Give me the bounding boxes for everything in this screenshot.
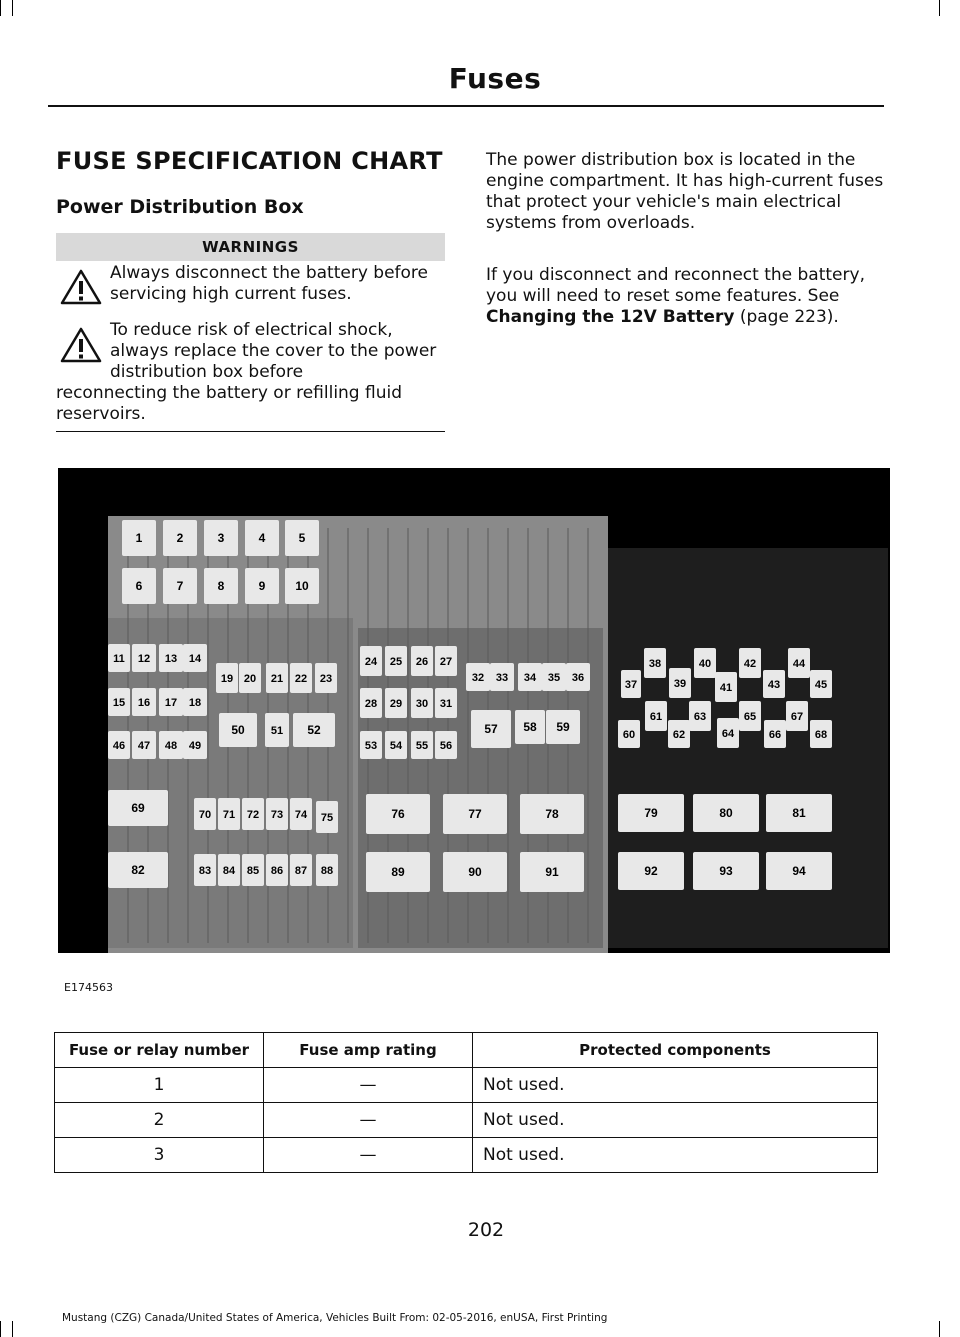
reset-paragraph bbox=[486, 265, 886, 328]
column-header: Fuse or relay number bbox=[55, 1033, 264, 1068]
fuse-number-label: 40 bbox=[698, 658, 712, 670]
fuse-slot bbox=[242, 854, 264, 886]
fuse-slot bbox=[385, 646, 407, 676]
fuse-number-label: 36 bbox=[571, 672, 585, 684]
fuse-slot bbox=[518, 663, 542, 691]
fuse-number-label: 69 bbox=[131, 801, 145, 815]
fuse-slot bbox=[360, 731, 382, 759]
warnings-bottom-rule bbox=[56, 431, 445, 432]
fuse-number-label: 28 bbox=[364, 698, 378, 710]
protected-components-cell: Not used. bbox=[473, 1068, 878, 1103]
fuse-number-label: 78 bbox=[545, 807, 559, 821]
fuse-slot bbox=[218, 854, 240, 886]
fuse-number-label: 24 bbox=[364, 656, 378, 668]
fuse-number-label: 46 bbox=[112, 740, 126, 752]
fuse-number-label: 56 bbox=[439, 740, 453, 752]
fuse-number-label: 66 bbox=[768, 729, 782, 741]
fuse-slot bbox=[108, 790, 168, 826]
fuse-number-label: 73 bbox=[270, 809, 284, 821]
warning-text-2-continued: reconnecting the battery or refilling fluid reservoirs. bbox=[56, 383, 403, 424]
fuse-number-label: 50 bbox=[231, 723, 245, 737]
fuse-number-label: 90 bbox=[468, 865, 482, 879]
warnings-heading: WARNINGS bbox=[56, 233, 445, 261]
fuse-slot bbox=[108, 852, 168, 888]
fuse-slot bbox=[108, 731, 130, 759]
amp-rating-cell: — bbox=[264, 1103, 473, 1138]
fuse-slot bbox=[159, 731, 183, 759]
fuse-number-label: 1 bbox=[135, 531, 143, 545]
fuse-slot bbox=[132, 731, 156, 759]
fuse-slot bbox=[810, 670, 832, 698]
fuse-number-label: 76 bbox=[391, 807, 405, 821]
fuse-slot bbox=[693, 794, 759, 832]
fuse-number-label: 23 bbox=[319, 673, 333, 685]
housing-top bbox=[58, 468, 890, 516]
fuse-slot bbox=[466, 663, 490, 691]
fuse-slot bbox=[316, 801, 338, 833]
fuse-number-label: 39 bbox=[673, 678, 687, 690]
fuse-slot bbox=[715, 672, 737, 702]
fuse-number-label: 6 bbox=[135, 579, 143, 593]
fuse-number-label: 7 bbox=[176, 579, 184, 593]
fuse-slot bbox=[766, 852, 832, 890]
fuse-number-label: 80 bbox=[719, 806, 733, 820]
fuse-slot bbox=[443, 794, 507, 834]
table-row bbox=[55, 1138, 878, 1173]
fuse-spec-table bbox=[54, 1032, 878, 1173]
fuse-number-cell: 2 bbox=[55, 1103, 264, 1138]
fuse-number-label: 84 bbox=[222, 865, 236, 877]
fuse-number-label: 13 bbox=[164, 653, 178, 665]
fuse-slot bbox=[546, 710, 580, 744]
fuse-slot bbox=[183, 731, 207, 759]
fuse-slot bbox=[242, 798, 264, 830]
fuse-slot bbox=[293, 713, 335, 747]
table-row bbox=[55, 1103, 878, 1138]
fuse-slot bbox=[315, 663, 337, 693]
fuse-number-label: 10 bbox=[295, 579, 309, 593]
fuse-number-label: 8 bbox=[217, 579, 225, 593]
fuse-slot bbox=[385, 731, 407, 759]
fuse-slot bbox=[618, 720, 640, 748]
fuse-number-label: 9 bbox=[258, 579, 266, 593]
image-code: E174563 bbox=[64, 981, 113, 994]
fuse-number-label: 68 bbox=[814, 729, 828, 741]
housing-edge bbox=[58, 516, 108, 953]
fuse-number-label: 51 bbox=[270, 725, 284, 737]
fuse-slot bbox=[360, 646, 382, 676]
fuse-number-label: 79 bbox=[644, 806, 658, 820]
fuse-number-label: 75 bbox=[320, 812, 334, 824]
fuse-number-label: 54 bbox=[389, 740, 403, 752]
crop-mark bbox=[12, 0, 13, 16]
fuse-slot bbox=[266, 798, 288, 830]
crop-mark bbox=[0, 1321, 1, 1337]
fuse-slot bbox=[689, 701, 711, 731]
fuse-slot bbox=[290, 663, 312, 693]
fuse-slot bbox=[694, 648, 716, 678]
fuse-slot bbox=[245, 568, 279, 604]
fuse-number-label: 72 bbox=[246, 809, 260, 821]
fuse-number-label: 21 bbox=[270, 673, 284, 685]
fuse-slot bbox=[266, 663, 288, 693]
fuse-number-label: 33 bbox=[495, 672, 509, 684]
fuse-slot bbox=[216, 663, 238, 693]
fuse-number-label: 26 bbox=[415, 656, 429, 668]
fuse-number-label: 94 bbox=[792, 864, 806, 878]
fuse-number-label: 4 bbox=[258, 531, 266, 545]
fuse-slot bbox=[316, 854, 338, 886]
amp-rating-cell: — bbox=[264, 1138, 473, 1173]
fuse-number-label: 35 bbox=[547, 672, 561, 684]
table-header-row bbox=[55, 1033, 878, 1068]
fuse-slot bbox=[163, 520, 197, 556]
fuse-number-label: 14 bbox=[188, 653, 202, 665]
fuse-slot bbox=[618, 794, 684, 832]
fuse-number-label: 37 bbox=[624, 679, 638, 691]
fuse-number-label: 19 bbox=[220, 673, 234, 685]
fuse-number-label: 47 bbox=[137, 740, 151, 752]
fuse-number-label: 86 bbox=[270, 865, 284, 877]
fuse-number-label: 93 bbox=[719, 864, 733, 878]
fuse-slot bbox=[108, 644, 130, 672]
fuse-number-label: 70 bbox=[198, 809, 212, 821]
fuse-slot bbox=[644, 648, 666, 678]
fuse-slot bbox=[159, 688, 183, 716]
fuse-number-label: 81 bbox=[792, 806, 806, 820]
page-header-title: Fuses bbox=[448, 62, 542, 95]
fuse-slot bbox=[621, 670, 641, 698]
fuse-number-label: 77 bbox=[468, 807, 482, 821]
fuse-number-label: 91 bbox=[545, 865, 559, 879]
crop-mark bbox=[939, 1321, 940, 1337]
fuse-slot bbox=[266, 854, 288, 886]
page-number: 202 bbox=[467, 1219, 505, 1241]
fuse-number-label: 74 bbox=[294, 809, 308, 821]
fuse-slot bbox=[566, 663, 590, 691]
fuse-number-label: 92 bbox=[644, 864, 658, 878]
fuse-number-label: 55 bbox=[415, 740, 429, 752]
fuse-number-label: 63 bbox=[693, 711, 707, 723]
fuse-slot bbox=[788, 648, 810, 678]
fuse-slot bbox=[122, 568, 156, 604]
fuse-slot bbox=[204, 568, 238, 604]
amp-rating-cell: — bbox=[264, 1068, 473, 1103]
fuse-number-label: 71 bbox=[222, 809, 236, 821]
fuse-slot bbox=[245, 520, 279, 556]
fuse-slot bbox=[194, 798, 216, 830]
fuse-slot bbox=[618, 852, 684, 890]
warning-text-2: To reduce risk of electrical shock, always replace the cover to the power distribution box before bbox=[110, 320, 437, 382]
fuse-slot bbox=[435, 731, 457, 759]
fuse-slot bbox=[739, 701, 761, 731]
fuse-number-label: 32 bbox=[471, 672, 485, 684]
fuse-number-label: 25 bbox=[389, 656, 403, 668]
fuse-slot bbox=[515, 710, 545, 744]
fuse-number-label: 2 bbox=[176, 531, 184, 545]
fuse-number-label: 30 bbox=[415, 698, 429, 710]
fuse-slot bbox=[159, 644, 183, 672]
fuse-slot bbox=[163, 568, 197, 604]
fuse-number-label: 52 bbox=[307, 723, 321, 737]
fuse-slot bbox=[471, 710, 511, 748]
fuse-number-label: 12 bbox=[137, 653, 151, 665]
fuse-number-label: 82 bbox=[131, 863, 145, 877]
fuse-slot bbox=[810, 720, 832, 748]
fuse-slot bbox=[490, 663, 514, 691]
fuse-slot bbox=[717, 718, 739, 748]
fuse-slot bbox=[366, 852, 430, 892]
fuse-number-label: 3 bbox=[217, 531, 225, 545]
fuse-slot bbox=[763, 670, 785, 698]
fuse-number-label: 65 bbox=[743, 711, 757, 723]
fuse-number-label: 44 bbox=[792, 658, 806, 670]
intro-paragraph: The power distribution box is located in the engine compartment. It has high-current fuses that protect your vehicle's main electrical systems from overloads. bbox=[486, 150, 884, 233]
warning-triangle-icon bbox=[60, 326, 102, 364]
fuse-number-label: 64 bbox=[721, 728, 735, 740]
fuse-slot bbox=[132, 688, 156, 716]
section-subtitle: Power Distribution Box bbox=[56, 196, 304, 218]
fuse-number-label: 53 bbox=[364, 740, 378, 752]
section-title: FUSE SPECIFICATION CHART bbox=[56, 147, 443, 175]
fuse-number-label: 89 bbox=[391, 865, 405, 879]
fuse-slot bbox=[285, 520, 319, 556]
fuse-slot bbox=[645, 701, 667, 731]
fuse-slot bbox=[218, 798, 240, 830]
fuse-slot bbox=[366, 794, 430, 834]
crop-mark bbox=[0, 0, 1, 16]
fuse-slot bbox=[435, 688, 457, 718]
reset-text: If you disconnect and reconnect the battery, you will need to reset some features. See bbox=[486, 265, 865, 306]
fuse-number-label: 62 bbox=[672, 729, 686, 741]
fuse-number-label: 43 bbox=[767, 679, 781, 691]
column-header: Fuse amp rating bbox=[264, 1033, 473, 1068]
fuse-number-label: 45 bbox=[814, 679, 828, 691]
fuse-number-label: 16 bbox=[137, 697, 151, 709]
crop-mark bbox=[12, 1321, 13, 1337]
fuse-slot bbox=[285, 568, 319, 604]
fuse-slot bbox=[411, 731, 433, 759]
header-rule bbox=[48, 105, 884, 107]
fuse-number-label: 61 bbox=[649, 711, 663, 723]
fuse-number-label: 11 bbox=[113, 653, 125, 665]
fuse-slot bbox=[290, 798, 312, 830]
fuse-slot bbox=[435, 646, 457, 676]
fuse-number-label: 85 bbox=[246, 865, 260, 877]
fuse-slot bbox=[739, 648, 761, 678]
fuse-number-label: 22 bbox=[294, 673, 308, 685]
fuse-number-label: 67 bbox=[790, 711, 804, 723]
fuse-number-label: 27 bbox=[439, 656, 453, 668]
table-row bbox=[55, 1068, 878, 1103]
fuse-slot bbox=[443, 852, 507, 892]
fuse-number-label: 15 bbox=[112, 697, 126, 709]
fuse-slot bbox=[132, 644, 156, 672]
protected-components-cell: Not used. bbox=[473, 1103, 878, 1138]
fuse-slot bbox=[194, 854, 216, 886]
fuse-slot bbox=[520, 794, 584, 834]
fuse-slot bbox=[786, 701, 808, 731]
fuse-number-label: 49 bbox=[188, 740, 202, 752]
fuse-slot bbox=[219, 713, 257, 747]
fuse-number-label: 41 bbox=[719, 682, 733, 694]
protected-components-cell: Not used. bbox=[473, 1138, 878, 1173]
fuse-number-label: 42 bbox=[743, 658, 757, 670]
fuse-number-label: 18 bbox=[188, 697, 202, 709]
fuse-slot bbox=[204, 520, 238, 556]
fuse-slot bbox=[108, 688, 130, 716]
fuse-number-label: 83 bbox=[198, 865, 212, 877]
fuse-slot bbox=[411, 646, 433, 676]
warning-triangle-icon bbox=[60, 268, 102, 306]
fuse-number-label: 20 bbox=[243, 673, 257, 685]
fuse-number-label: 34 bbox=[523, 672, 537, 684]
fuse-number-cell: 1 bbox=[55, 1068, 264, 1103]
fuse-slot bbox=[183, 644, 207, 672]
page-reference: (page 223). bbox=[734, 307, 839, 327]
changing-battery-link[interactable]: Changing the 12V Battery bbox=[486, 307, 735, 327]
fuse-slot bbox=[183, 688, 207, 716]
fuse-number-label: 31 bbox=[439, 698, 453, 710]
fuse-slot bbox=[239, 663, 261, 693]
fuse-number-label: 59 bbox=[556, 720, 570, 734]
fuse-number-label: 29 bbox=[389, 698, 403, 710]
fuse-slot bbox=[669, 668, 691, 698]
fuse-slot bbox=[360, 688, 382, 718]
fuse-slot bbox=[122, 520, 156, 556]
fuse-box-diagram bbox=[58, 468, 890, 953]
fuse-slot bbox=[265, 713, 289, 747]
fuse-number-label: 5 bbox=[298, 531, 306, 545]
fuse-number-label: 48 bbox=[164, 740, 178, 752]
fuse-slot bbox=[766, 794, 832, 832]
fuse-slot bbox=[542, 663, 566, 691]
page-footer: Mustang (CZG) Canada/United States of America, Vehicles Built From: 02-05-2016, enUSA, First Printing bbox=[62, 1312, 608, 1324]
fuse-slot bbox=[290, 854, 312, 886]
fuse-number-label: 87 bbox=[294, 865, 308, 877]
crop-mark bbox=[939, 0, 940, 16]
fuse-slot bbox=[520, 852, 584, 892]
fuse-slot bbox=[668, 720, 690, 748]
fuse-slot bbox=[764, 720, 786, 748]
fuse-number-label: 88 bbox=[320, 865, 334, 877]
column-header: Protected components bbox=[473, 1033, 878, 1068]
fuse-number-label: 38 bbox=[648, 658, 662, 670]
fuse-number-cell: 3 bbox=[55, 1138, 264, 1173]
fuse-number-label: 17 bbox=[164, 697, 178, 709]
warning-text-1: Always disconnect the battery before servicing high current fuses. bbox=[110, 263, 429, 304]
fuse-number-label: 58 bbox=[523, 720, 537, 734]
fuse-slot bbox=[693, 852, 759, 890]
fuse-number-label: 57 bbox=[484, 722, 498, 736]
fuse-number-label: 60 bbox=[622, 729, 636, 741]
fuse-slot bbox=[411, 688, 433, 718]
fuse-slot bbox=[385, 688, 407, 718]
